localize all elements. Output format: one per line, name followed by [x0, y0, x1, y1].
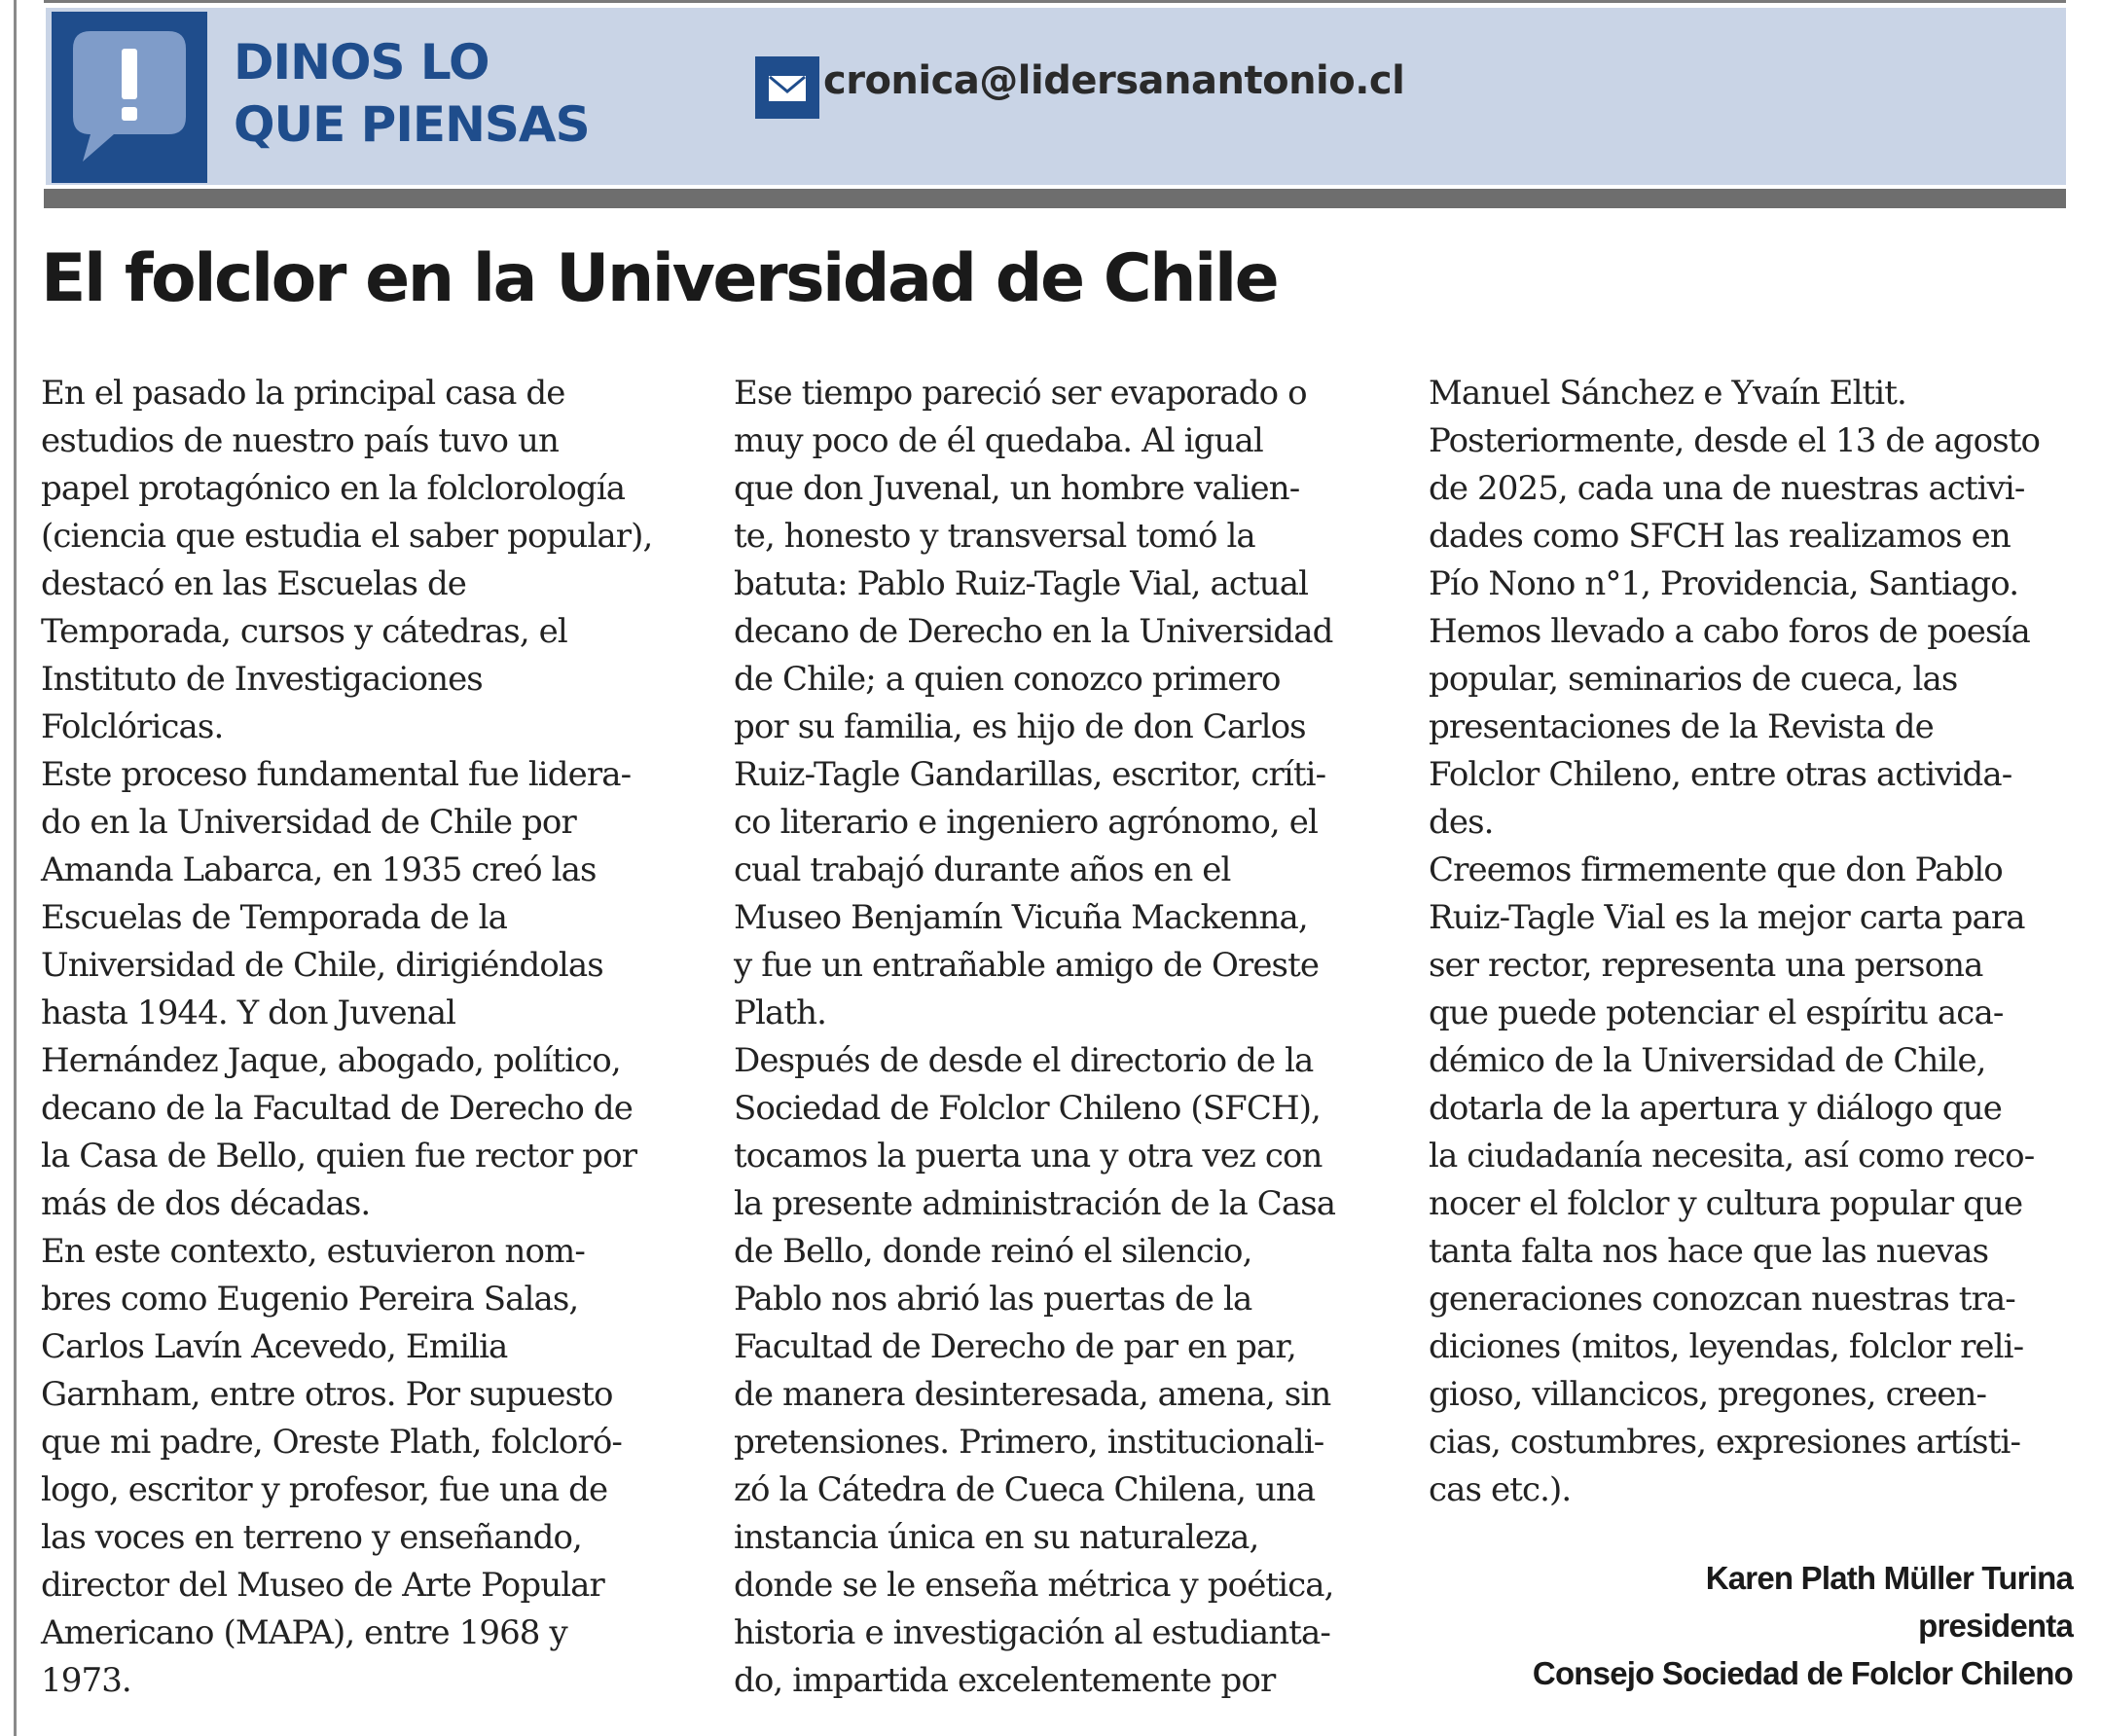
speech-bubble-exclamation-icon: [69, 27, 190, 165]
text-line: Americano (MAPA), entre 1968 y: [41, 1613, 567, 1652]
text-line: Folclóricas.: [41, 707, 224, 746]
text-line: decano de la Facultad de Derecho de: [41, 1089, 633, 1128]
text-line: Plath.: [734, 994, 826, 1032]
text-line: tocamos la puerta una y otra vez con: [734, 1137, 1323, 1175]
text-line: 1973.: [41, 1661, 131, 1700]
text-line: Hernández Jaque, abogado, político,: [41, 1041, 621, 1080]
text-line: Ruiz-Tagle Vial es la mejor carta para: [1429, 898, 2025, 937]
text-line: Ruiz-Tagle Gandarillas, escritor, críti-: [734, 755, 1326, 794]
text-line: de Chile; a quien conozco primero: [734, 660, 1281, 699]
text-line: presentaciones de la Revista de: [1429, 707, 1934, 746]
text-line: bres como Eugenio Pereira Salas,: [41, 1280, 579, 1319]
text-line: director del Museo de Arte Popular: [41, 1566, 604, 1605]
article-headline: El folclor en la Universidad de Chile: [41, 240, 1278, 317]
text-line: do, impartida excelentemente por: [734, 1661, 1276, 1700]
text-line: y fue un entrañable amigo de Oreste: [734, 946, 1320, 985]
text-line: Temporada, cursos y cátedras, el: [41, 612, 567, 651]
text-line: En el pasado la principal casa de: [41, 374, 565, 413]
signature-role: presidenta: [1918, 1608, 2073, 1644]
text-line: logo, escritor y profesor, fue una de: [41, 1470, 608, 1509]
text-line: cas etc.).: [1429, 1470, 1572, 1509]
text-line: popular, seminarios de cueca, las: [1429, 660, 1958, 699]
text-line: Creemos firmemente que don Pablo: [1429, 850, 2003, 889]
banner-icon-box: [52, 12, 207, 183]
text-line: papel protagónico en la folclorología: [41, 469, 626, 508]
text-line: destacó en las Escuelas de: [41, 564, 467, 603]
article-paragraph: [41, 370, 703, 751]
text-line: zó la Cátedra de Cueca Chilena, una: [734, 1470, 1316, 1509]
text-line: des.: [1429, 803, 1494, 842]
banner-title: [234, 31, 590, 156]
text-line: do en la Universidad de Chile por: [41, 803, 576, 842]
text-line: por su familia, es hijo de don Carlos: [734, 707, 1306, 746]
text-line: instancia única en su naturaleza,: [734, 1518, 1259, 1557]
signature-organization: Consejo Sociedad de Folclor Chileno: [1532, 1655, 2073, 1691]
text-line: dotarla de la apertura y diálogo que: [1429, 1089, 2003, 1128]
text-line: Instituto de Investigaciones: [41, 660, 483, 699]
envelope-icon: [755, 56, 819, 119]
text-line: dades como SFCH las realizamos en: [1429, 517, 2011, 556]
page-top-rule: [44, 0, 2066, 3]
text-line: generaciones conozcan nuestras tra-: [1429, 1280, 2015, 1319]
article-paragraph: [1429, 370, 2073, 847]
text-line: Manuel Sánchez e Yvaín Eltit.: [1429, 374, 1906, 413]
text-line: historia e investigación al estudianta-: [734, 1613, 1330, 1652]
text-line: (ciencia que estudia el saber popular),: [41, 517, 653, 556]
article-paragraph: [41, 1228, 703, 1705]
text-line: la presente administración de la Casa: [734, 1184, 1336, 1223]
signature-name: Karen Plath Müller Turina: [1705, 1560, 2073, 1596]
banner-title-line-1: DINOS LO: [234, 34, 489, 90]
page-left-rule: [14, 0, 17, 1736]
text-line: Garnham, entre otros. Por supuesto: [41, 1375, 613, 1414]
text-line: cual trabajó durante años en el: [734, 850, 1231, 889]
banner-title-line-2: QUE PIENSAS: [234, 96, 590, 153]
text-line: decano de Derecho en la Universidad: [734, 612, 1333, 651]
article-paragraph: [734, 1037, 1399, 1705]
article-paragraph: [41, 751, 703, 1228]
text-line: démico de la Universidad de Chile,: [1429, 1041, 1986, 1080]
text-line: hasta 1944. Y don Juvenal: [41, 994, 456, 1032]
email-address[interactable]: cronica@lidersanantonio.cl: [823, 58, 1405, 103]
article-paragraph: [1429, 847, 2073, 1514]
text-line: Facultad de Derecho de par en par,: [734, 1327, 1296, 1366]
text-line: donde se le enseña métrica y poética,: [734, 1566, 1334, 1605]
text-line: estudios de nuestro país tuvo un: [41, 421, 559, 460]
text-line: de manera desinteresada, amena, sin: [734, 1375, 1331, 1414]
text-line: pretensiones. Primero, institucionali-: [734, 1423, 1324, 1462]
text-line: de 2025, cada una de nuestras activi-: [1429, 469, 2025, 508]
text-line: Universidad de Chile, dirigiéndolas: [41, 946, 603, 985]
text-line: de Bello, donde reinó el silencio,: [734, 1232, 1252, 1271]
text-line: batuta: Pablo Ruiz-Tagle Vial, actual: [734, 564, 1309, 603]
article-column-2: [734, 370, 1399, 1713]
text-line: la Casa de Bello, quien fue rector por: [41, 1137, 637, 1175]
text-line: que puede potenciar el espíritu aca-: [1429, 994, 2004, 1032]
text-line: Folclor Chileno, entre otras activida-: [1429, 755, 2012, 794]
text-line: Este proceso fundamental fue lidera-: [41, 755, 632, 794]
text-line: que don Juvenal, un hombre valien-: [734, 469, 1300, 508]
text-line: Después de desde el directorio de la: [734, 1041, 1314, 1080]
text-line: Sociedad de Folclor Chileno (SFCH),: [734, 1089, 1321, 1128]
text-line: que mi padre, Oreste Plath, folcloró-: [41, 1423, 623, 1462]
text-line: las voces en terreno y enseñando,: [41, 1518, 582, 1557]
text-line: muy poco de él quedaba. Al igual: [734, 421, 1263, 460]
text-line: Escuelas de Temporada de la: [41, 898, 507, 937]
text-line: gioso, villancicos, pregones, creen-: [1429, 1375, 1987, 1414]
text-line: la ciudadanía necesita, así como reco-: [1429, 1137, 2035, 1175]
text-line: diciones (mitos, leyendas, folclor reli-: [1429, 1327, 2024, 1366]
article-column-1: [41, 370, 703, 1713]
text-line: En este contexto, estuvieron nom-: [41, 1232, 585, 1271]
banner-divider: [44, 189, 2066, 208]
text-line: Museo Benjamín Vicuña Mackenna,: [734, 898, 1308, 937]
text-line: ser rector, representa una persona: [1429, 946, 1983, 985]
signature-block: [1429, 1554, 2073, 1697]
text-line: más de dos décadas.: [41, 1184, 371, 1223]
article-paragraph: [734, 370, 1399, 1037]
text-line: nocer el folclor y cultura popular que: [1429, 1184, 2023, 1223]
text-line: co literario e ingeniero agrónomo, el: [734, 803, 1318, 842]
text-line: te, honesto y transversal tomó la: [734, 517, 1255, 556]
text-line: Pablo nos abrió las puertas de la: [734, 1280, 1252, 1319]
article-column-3: [1429, 370, 2073, 1713]
text-line: Pío Nono n°1, Providencia, Santiago.: [1429, 564, 2019, 603]
text-line: Ese tiempo pareció ser evaporado o: [734, 374, 1307, 413]
text-line: tanta falta nos hace que las nuevas: [1429, 1232, 1989, 1271]
text-line: Posteriormente, desde el 13 de agosto: [1429, 421, 2041, 460]
text-line: Carlos Lavín Acevedo, Emilia: [41, 1327, 508, 1366]
text-line: Hemos llevado a cabo foros de poesía: [1429, 612, 2030, 651]
text-line: cias, costumbres, expresiones artísti-: [1429, 1423, 2021, 1462]
text-line: Amanda Labarca, en 1935 creó las: [41, 850, 597, 889]
